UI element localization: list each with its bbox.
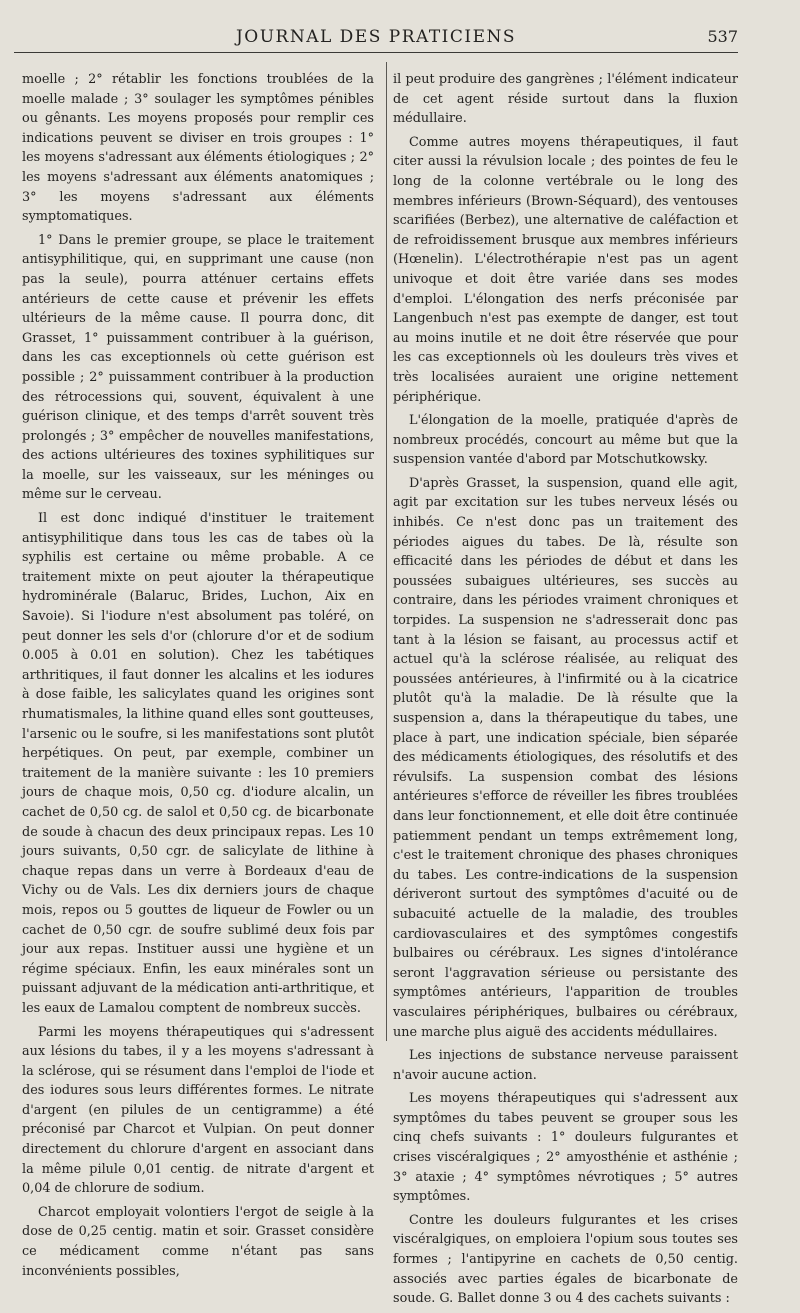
paragraph: Contre les douleurs fulgurantes et les crises viscéralgiques, on emploiera l'opium sous toutes ses formes ; l'antipyrine en cachets de 0,50 centig. associés avec parties égales de bicarbonate de soude. G. Ballet donne 3 ou 4 des cachets suivants : [393, 1212, 738, 1307]
paragraph: Parmi les moyens thérapeutiques qui s'adressent aux lésions du tabes, il y a les moyens s'adressant à la sclérose, qui se résument dans l'emploi de l'iode et des iodures sous leurs différentes formes. Le nitrate d'argent (en pilules de un centigramme) a été préconisé par Charcot et Vulpian. On peut donner directement du chlorure d'argent en associant dans la même pilule 0,01 centig. de nitrate d'argent et 0,04 de chlorure de sodium. [22, 1024, 374, 1197]
column-divider [386, 62, 387, 1041]
right-column [393, 70, 738, 1313]
page-number: 537 [707, 27, 738, 46]
paragraph: Comme autres moyens thérapeutiques, il faut citer aussi la révulsion locale ; des pointes de feu le long de la colonne vertébrale ou le long des membres inférieurs (Brown-Séquard), des ventouses scarifiées (Berbez), une alternative de caléfaction et de refroidissement brusque aux membres inférieurs (Hœnelin). L'électrothérapie n'est pas un agent univoque et doit être variée dans ses modes d'emploi. L'élongation des nerfs préconisée par Langenbuch n'est pas exempte de danger, est tout au moins inutile et ne doit être réservée que pour les cas exceptionnels où les douleurs très vives et très localisées auraient une origine nettement périphérique. [393, 134, 738, 405]
paragraph: 1° Dans le premier groupe, se place le traitement antisyphilitique, qui, en supprimant une cause (non pas la seule), pourra atténuer certains effets antérieurs de cette cause et prévenir les effets ultérieurs de la même cause. Il pourra donc, dit Grasset, 1° puissamment contribuer à la guérison, dans les cas exceptionnels où cette guérison est possible ; 2° puissamment contribuer à la production des rétrocessions qui, souvent, équivalent à une guérison clinique, et des temps d'arrêt souvent très prolongés ; 3° empêcher de nouvelles manifestations, des actions ultérieures des toxines syphilitiques sur la moelle, sur les vaisseaux, sur les méninges ou même sur le cerveau. [22, 232, 374, 503]
paragraph: L'élongation de la moelle, pratiquée d'après de nombreux procédés, concourt au même but que la suspension vantée d'abord par Motschutkowsky. [393, 413, 738, 468]
running-header [14, 18, 738, 48]
journal-title: JOURNAL DES PRATICIENS [235, 27, 517, 47]
left-column [22, 70, 374, 1285]
header-rule [14, 52, 738, 53]
paragraph: Il est donc indiqué d'instituer le traitement antisyphilitique dans tous les cas de tabes où la syphilis est certaine ou même probable. A ce traitement mixte on peut ajouter la thérapeutique hydrominérale (Balaruc, Brides, Luchon, Aix en Savoie). Si l'iodure n'est absolument pas toléré, on peut donner les sels d'or (chlorure d'or et de sodium 0.005 à 0.01 en solution). Chez les tabétiques arthritiques, il faut donner les alcalins et les iodures à dose faible, les salicylates quand les origines sont rhumatismales, la lithine quand elles sont goutteuses, l'arsenic ou le soufre, si les manifestations sont plutôt herpétiques. On peut, par exemple, combiner un traitement de la manière suivante : les 10 premiers jours de chaque mois, 0,50 cg. d'iodure alcalin, un cachet de 0,50 cg. de salol et 0,50 cg. de bicarbonate de soude à chacun des deux principaux repas. Les 10 jours suivants, 0,50 cgr. de salicylate de lithine à chaque repas dans un verre à Bordeaux d'eau de Vichy ou de Vals. Les dix derniers jours de chaque mois, repos ou 5 gouttes de liqueur de Fowler ou un cachet de 0,50 cgr. de soufre sublimé deux fois par jour aux repas. Instituer aussi une hygiène et un régime spéciaux. Enfin, les eaux minérales sont un puissant adjuvant de la médication anti-arthritique, et les eaux de Lamalou comptent de nombreux succès. [22, 511, 374, 1016]
paragraph: Charcot employait volontiers l'ergot de seigle à la dose de 0,25 centig. matin et soir. Grasset considère ce médicament comme n'étant pas sans inconvénients possibles, [22, 1204, 374, 1279]
paragraph: D'après Grasset, la suspension, quand elle agit, agit par excitation sur les tubes nerveux lésés ou inhibés. Ce n'est donc pas un traitement des périodes aigues du tabes. De là, résulte son efficacité dans les périodes de début et dans les poussées subaigues ultérieures, ses succès au contraire, dans les périodes vraiment chroniques et torpides. La suspension ne s'adresserait donc pas tant à la lésion se faisant, au processus actif et actuel qu'à la sclérose réalisée, au reliquat des poussées antérieures, à l'infirmité ou à la cicatrice plutôt qu'à la maladie. De là résulte que la suspension a, dans la thérapeutique du tabes, une place à part, une indication spéciale, bien séparée des médicaments étiologiques, des résolutifs et des révulsifs. La suspension combat des lésions antérieures s'efforce de réveiller les fibres troublées dans leur fonctionnement, et elle doit être continuée patiemment pendant un temps extrêmement long, c'est le traitement chronique des phases chroniques du tabes. Les contre-indications de la suspension dériveront surtout des symptômes d'acuité ou de subacuité actuelle de la maladie, des troubles cardiovasculaires et des symptômes congestifs bulbaires ou cérébraux. Les signes d'intolérance seront l'aggravation sérieuse ou persistante des symptômes antérieurs, l'apparition de troubles vasculaires périphériques, bulbaires ou cérébraux, une marche plus aiguë des accidents médullaires. [393, 475, 738, 1040]
paragraph: Les moyens thérapeutiques qui s'adressent aux symptômes du tabes peuvent se grouper sous les cinq chefs suivants : 1° douleurs fulgurantes et crises viscéralgiques ; 2° amyosthénie et asthénie ; 3° ataxie ; 4° symptômes névrotiques ; 5° autres symptômes. [393, 1091, 738, 1205]
paragraph: moelle ; 2° rétablir les fonctions troublées de la moelle malade ; 3° soulager les symptômes pénibles ou gênants. Les moyens proposés pour remplir ces indications peuvent se diviser en trois groupes : 1° les moyens s'adressant aux éléments étiologiques ; 2° les moyens s'adressant aux éléments anatomiques ; 3° les moyens s'adressant aux éléments symptomatiques. [22, 72, 374, 225]
paragraph: Les injections de substance nerveuse paraissent n'avoir aucune action. [393, 1048, 738, 1083]
paragraph: il peut produire des gangrènes ; l'élément indicateur de cet agent réside surtout dans la fluxion médullaire. [393, 72, 738, 127]
